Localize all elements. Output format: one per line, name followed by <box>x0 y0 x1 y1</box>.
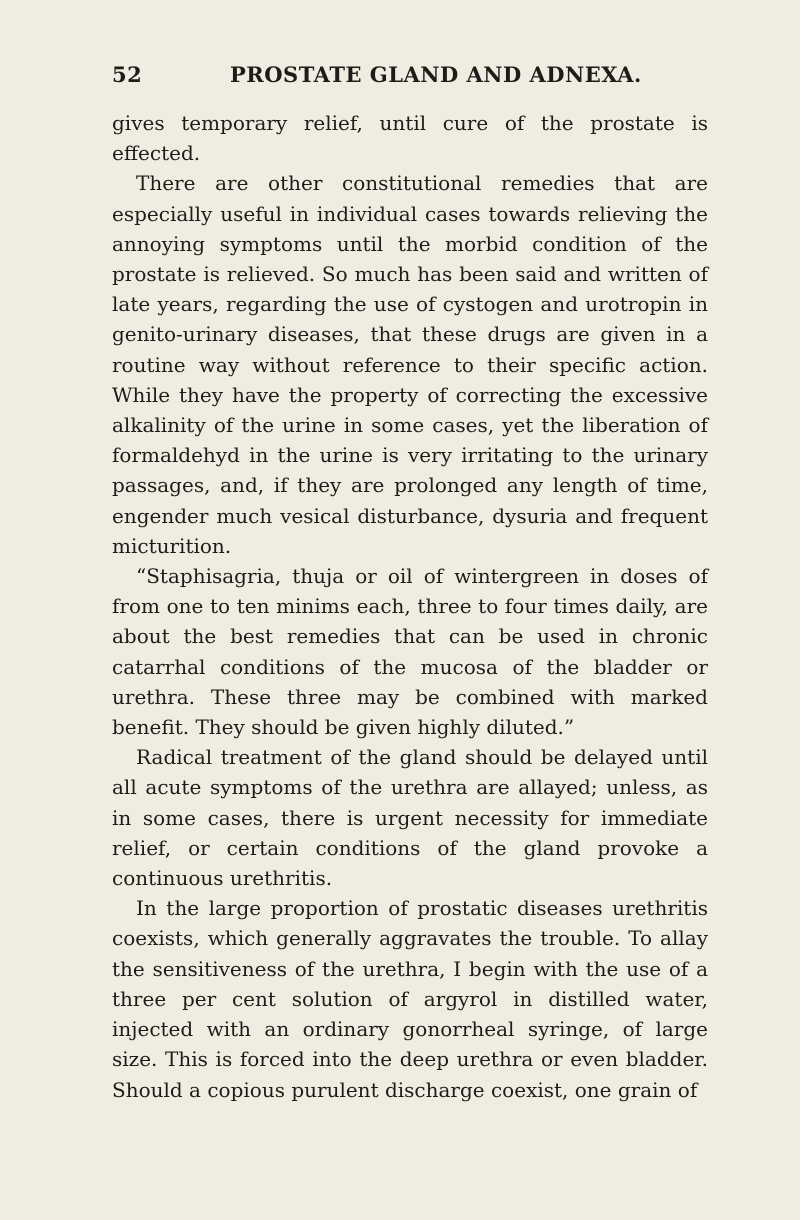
paragraph-continuation: gives temporary relief, until cure of the prostate is effected. <box>112 111 708 166</box>
running-head <box>112 62 708 96</box>
paragraph-constitutional-remedies: There are other constitutional remedies that are especially useful in individual cases towards relieving the annoying symptoms until the morbid condition of the prostate is relieved. So much has been said and written of late years, regarding the use of cystogen and urotropin in genito-urinary diseases, that these drugs are given in a routine way without reference to their specific action. While they have the property of correcting the excessive alkalinity of the urine in some cases, yet the liberation of formaldehyd in the urine is very irritating to the urinary passages, and, if they are prolonged any length of time, engender much vesical disturbance, dysuria and frequent micturition. <box>112 171 708 558</box>
paragraph-radical-treatment: Radical treatment of the gland should be delayed until all acute symptoms of the urethra are allayed; unless, as in some cases, there is urgent necessity for immediate relief, or certain conditions of the gland provoke a continuous urethritis. <box>112 745 708 891</box>
paragraph-staphisagria-quote: “Staphisagria, thuja or oil of wintergreen in doses of from one to ten minims each, three to four times daily, are about the best remedies that can be used in chronic catarrhal conditions of the mucosa of the bladder or urethra. These three may be combined with marked benefit. They should be given highly diluted.” <box>112 564 708 740</box>
page-number: 52 <box>112 62 143 87</box>
running-head-title: PROSTATE GLAND AND ADNEXA. <box>230 62 642 87</box>
body-text <box>112 108 708 1105</box>
paragraph-urethritis: In the large proportion of prostatic diseases urethritis coexists, which generally aggravates the trouble. To allay the sensitiveness of the urethra, I begin with the use of a three per cent solution of argyrol in distilled water, injected with an ordinary gonorrheal syringe, of large size. This is forced into the deep urethra or even bladder. Should a copious purulent discharge coexist, one grain of <box>112 896 708 1102</box>
